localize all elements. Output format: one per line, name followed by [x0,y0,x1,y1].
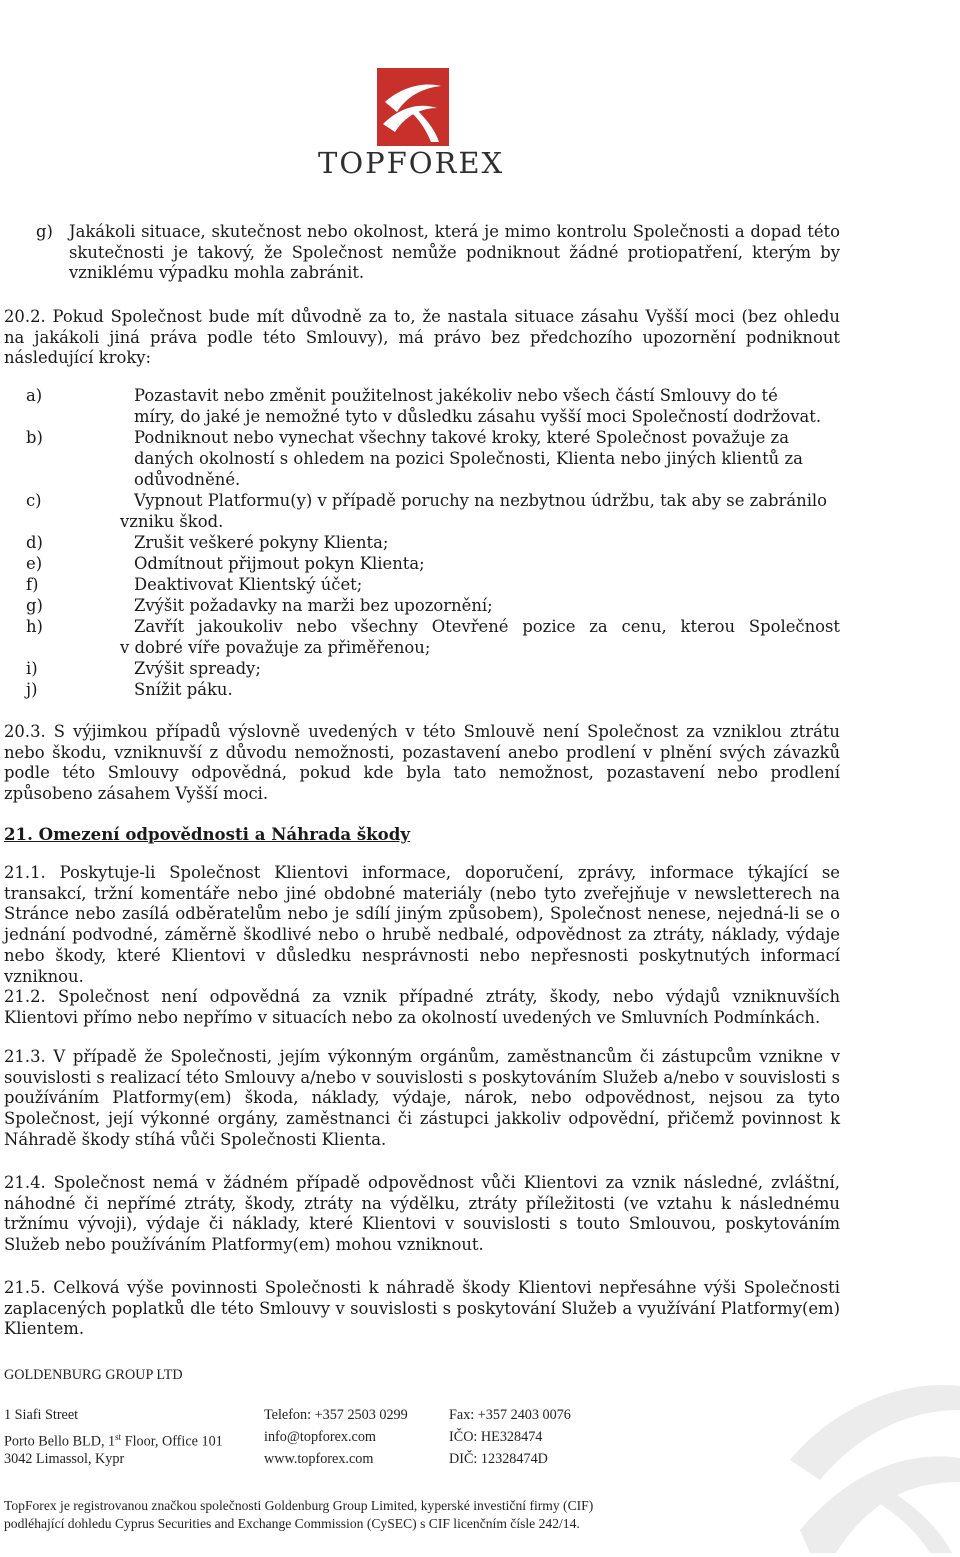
list-item: Snížit páku. [134,680,233,699]
list-label: g) [26,596,43,615]
list-item: Vypnout Platformu(y) v případě poruchy na nezbytnou údržbu, tak aby se zabránilo [134,491,828,510]
topforex-logo-icon [377,68,449,146]
list-label: h) [26,617,43,636]
paragraph-21-3: 21.3. V případě že Společnosti, jejím výkonným orgánům, zaměstnancům či zástupcům vznikne v souvislosti s realizací této Smlouvy a/nebo v souvislosti s poskytováním Služeb a/nebo v souvislosti s používáním Platformy(em) škoda, náklady, výdaje, nárok, nebo odpovědnost, nejsou za tyto Společnost, její výkonné orgány, zaměstnanci či zástupci jakkoliv odpovědní, přičemž povinnost k Náhradě škody stíhá vůči Společnosti Klienta. [4,1047,840,1149]
list-label: j) [26,680,38,699]
paragraph-21-4: 21.4. Společnost nemá v žádném případě odpovědnost vůči Klientovi za vznik následné, zvláštní, náhodné či nepřímé ztráty, škody, ztráty na výdělku, ztráty příležitosti (ve vztahu k následnému tržnímu vývoji), výdaje či náklady, které Klientovi v souvislosti s touto Smlouvou, poskytováním Služeb nebo používáním Platformy(em) mohou vzniknout. [4,1173,840,1255]
topforex-watermark-icon [780,1340,960,1553]
list-item: Podniknout nebo vynechat všechny takové kroky, které Společnost považuje za [134,428,789,447]
list-item: daných okolností s ohledem na pozici Společnosti, Klienta nebo jiných klientů za [134,449,803,468]
paragraph-20-2: 20.2. Pokud Společnost bude mít důvodně za to, že nastala situace zásahu Vyšší moci (bez ohledu na jakákoli jiná práva podle této Smlouvy), má právo bez předchozího upozornění podniknout následující kroky: [4,307,840,368]
footer-legal-line1: TopForex je registrovanou značkou společnosti Goldenburg Group Limited, kyperské investiční firmy (CIF) [4,1498,594,1513]
paragraph-21-5: 21.5. Celková výše povinnosti Společnosti k náhradě škody Klientovi nepřesáhne výši Společnosti zaplacených poplatků dle této Smlouvy v souvislosti s poskytování Služeb a využívání Platformy(em) Klientem. [4,1278,840,1339]
list-item: Zvýšit požadavky na marži bez upozornění; [134,596,493,615]
list-item: Pozastavit nebo změnit použitelnost jakékoliv nebo všech částí Smlouvy do té [134,386,778,405]
footer-phone: Telefon: +357 2503 0299 [264,1407,408,1423]
list-label: i) [26,659,38,678]
list-item: Zrušit veškeré pokyny Klienta; [134,533,389,552]
footer-company: GOLDENBURG GROUP LTD [4,1367,183,1383]
section-heading-21: 21. Omezení odpovědnosti a Náhrada škody [4,824,410,844]
list-item: odůvodněné. [134,470,241,489]
footer-email-link[interactable]: info@topforex.com [264,1429,376,1445]
list-label: d) [26,533,43,552]
brand-wordmark: TOPFOREX [318,146,505,180]
paragraph-21-2: 21.2. Společnost není odpovědná za vznik případné ztráty, škody, nebo výdajů vzniknuvších Klientovi přímo nebo nepřímo v situacích nebo za okolností uvedených ve Smluvních Podmínkách. [4,987,840,1027]
footer-web-link[interactable]: www.topforex.com [264,1451,374,1467]
paragraph-20-3: 20.3. S výjimkou případů výslovně uvedených v této Smlouvě není Společnost za vzniklou ztrátu nebo škodu, vzniknuvší z důvodu nemožnosti, pozastavení anebo prodlení v plnění svých závazků podle této Smlouvy odpovědná, pokud kde byla tato nemožnost, pozastavení nebo prodlení způsobeno zásahem Vyšší moci. [4,722,840,804]
list-label: c) [26,491,42,510]
list-label: e) [26,554,43,573]
list-label: f) [26,575,39,594]
footer-address-line3: 3042 Limassol, Kypr [4,1451,125,1467]
list-item: Odmítnout přijmout pokyn Klienta; [134,554,425,573]
list-item: Deaktivovat Klientský účet; [134,575,363,594]
footer-address-line1: 1 Siafi Street [4,1407,79,1423]
footer-legal-line2: podléhající dohledu Cyprus Securities and Exchange Commission (CySEC) s CIF licenčním čísle 242/14. [4,1516,580,1531]
footer-dic: DIČ: 12328474D [449,1451,548,1467]
list-label: b) [26,428,43,447]
footer-fax: Fax: +357 2403 0076 [449,1407,571,1423]
footer-address-line2: Porto Bello BLD, 1st Floor, Office 101 [4,1432,223,1450]
list-item: míry, do jaké je nemožné tyto v důsledku zásahu vyšší moci Společností dodržovat. [134,407,822,426]
list-item: Zvýšit spready; [134,659,261,678]
paragraph-21-1: 21.1. Poskytuje-li Společnost Klientovi informace, doporučení, zprávy, informace týkající se transakcí, tržní komentáře nebo jiné obdobné materiály (nebo tyto zveřejňuje v newsletterech na Stránce nebo zasílá odběratelům nebo je sdílí jiným způsobem), Společnost nenese, nejedná-li se o jednání podvodné, záměrně škodlivé nebo o hrubě nedbalé, odpovědnost za ztráty, náklady, výdaje nebo škody, které Klientovi v důsledku nesprávnosti nebo nepřesnosti poskytnutých informací vzniknou. [4,863,840,986]
list-item: v dobré víře považuje za přiměřenou; [120,638,431,657]
list-item-g: Jakákoli situace, skutečnost nebo okolnost, která je mimo kontrolu Společnosti a dopad této skutečnosti je takový, že Společnost nemůže podniknout žádné protiopatření, kterým by vzniklému výpadku mohla zabránit. [69,222,840,283]
list-label-g: g) [36,222,53,241]
list-item: vzniku škod. [120,512,224,531]
footer-ico: IČO: HE328474 [449,1429,543,1445]
list-item: Zavřít jakoukoliv nebo všechny Otevřené pozice za cenu, kterou Společnost [134,617,840,636]
list-label: a) [26,386,43,405]
